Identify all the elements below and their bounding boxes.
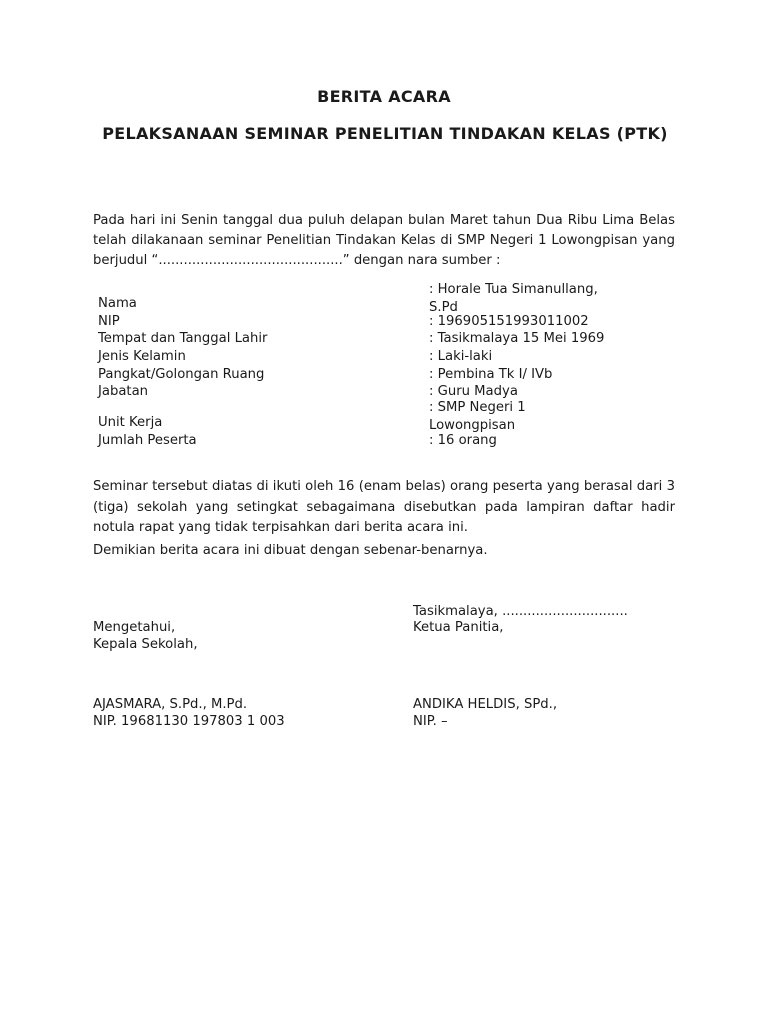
field-label-nip: NIP	[98, 314, 120, 329]
field-value-nama: : Horale Tua Simanullang, S.Pd	[429, 282, 598, 315]
field-label-jumlah-peserta: Jumlah Peserta	[98, 433, 197, 448]
field-value-unit-kerja: : SMP Negeri 1 Lowongpisan	[429, 400, 526, 433]
field-value-nip: : 196905151993011002	[429, 314, 589, 329]
field-value-ttl: : Tasikmalaya 15 Mei 1969	[429, 331, 605, 346]
right-signature-place-date: Tasikmalaya, ..............................	[413, 604, 628, 619]
field-label-ttl: Tempat dan Tanggal Lahir	[98, 331, 268, 346]
field-value-pangkat: : Pembina Tk I/ IVb	[429, 367, 553, 382]
right-signature-nip: NIP. –	[413, 714, 448, 729]
right-signature-role: Ketua Panitia,	[413, 620, 504, 635]
field-label-nama: Nama	[98, 296, 137, 311]
closing-paragraph: Demikian berita acara ini dibuat dengan sebenar-benarnya.	[93, 543, 488, 558]
left-signature-name: AJASMARA, S.Pd., M.Pd.	[93, 697, 248, 712]
field-value-jumlah-peserta: : 16 orang	[429, 433, 497, 448]
right-signature-name: ANDIKA HELDIS, SPd.,	[413, 697, 558, 712]
left-signature-line2: Kepala Sekolah,	[93, 637, 198, 652]
field-label-pangkat: Pangkat/Golongan Ruang	[98, 367, 265, 382]
left-signature-nip: NIP. 19681130 197803 1 003	[93, 714, 285, 729]
intro-paragraph: Pada hari ini Senin tanggal dua puluh delapan bulan Maret tahun Dua Ribu Lima Belas telah dilakanaan seminar Penelitian Tindakan Kelas di SMP Negeri 1 Lowongpisan yang berjudul “............................................” dengan nara sumber :	[93, 213, 675, 268]
document-title: BERITA ACARA	[317, 87, 451, 106]
body-paragraph: Seminar tersebut diatas di ikuti oleh 16 (enam belas) orang peserta yang berasal dari 3 (tiga) sekolah yang setingkat sebagaimana disebutkan pada lampiran daftar hadir notula rapat yang tidak terpisahkan dari berita acara ini.	[93, 479, 675, 535]
field-label-jenis-kelamin: Jenis Kelamin	[98, 349, 186, 364]
left-signature-line1: Mengetahui,	[93, 620, 176, 635]
field-value-jenis-kelamin: : Laki-laki	[429, 349, 493, 364]
field-label-jabatan: Jabatan	[98, 384, 149, 399]
document-subtitle: PELAKSANAAN SEMINAR PENELITIAN TINDAKAN KELAS (PTK)	[102, 124, 668, 143]
field-label-unit-kerja: Unit Kerja	[98, 415, 163, 430]
field-value-jabatan: : Guru Madya	[429, 384, 518, 399]
